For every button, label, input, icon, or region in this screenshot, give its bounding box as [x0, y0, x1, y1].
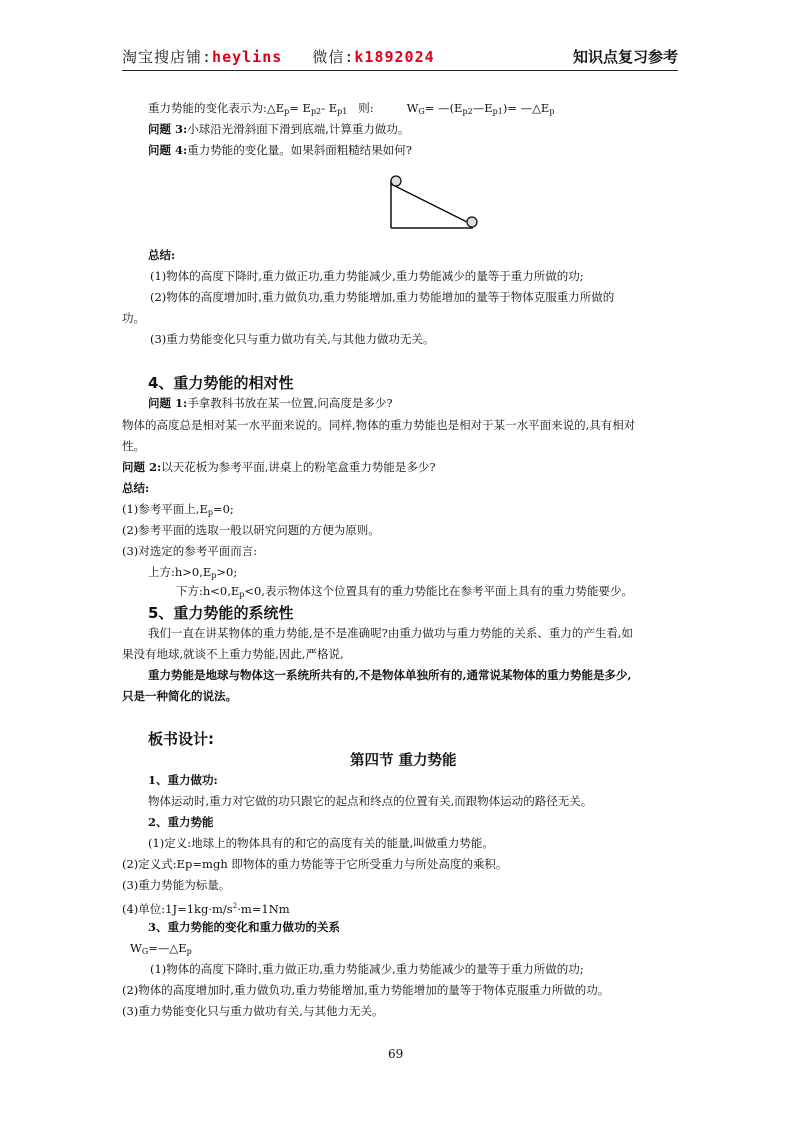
board-s1-text: 物体运动时,重力对它做的功只跟它的起点和终点的位置有关,而跟物体运动的路径无关。	[148, 794, 593, 808]
board-design-title: 板书设计:	[148, 730, 214, 748]
incline-diagram	[385, 172, 485, 234]
wechat-id: k1892024	[354, 48, 435, 66]
board-s3-item-3: (3)重力势能变化只与重力做功有关,与其他力无关。	[122, 1004, 384, 1018]
ball-top	[391, 176, 401, 186]
s4-question-2: 问题 2:以天花板为参考平面,讲桌上的粉笔盒重力势能是多少?	[122, 460, 436, 474]
s4-below: 下方$:h<0,E_p<0$,表示物体这个位置具有的重力势能比在参考平面上具有的重力势能要少。	[176, 584, 634, 599]
board-s2-title: 2、重力势能	[148, 815, 214, 829]
page-number: 69	[388, 1047, 404, 1061]
s4-item-2: (2)参考平面的选取一般以研究问题的方便为原则。	[122, 523, 380, 537]
board-s1-title: 1、重力做功:	[148, 773, 218, 787]
s4-above: 上方$:h>0,E_p>0$;	[148, 565, 238, 580]
s4-paragraph-line-1: 物体的高度总是相对某一水平面来说的。同样,物体的重力势能也是相对于某一水平面来说的,具有相对	[122, 418, 636, 432]
section-5-title: 5、重力势能的系统性	[148, 604, 294, 622]
section-4-title: 4、重力势能的相对性	[148, 374, 294, 392]
s4-item-1: (1)参考平面上$,E_p=0$;	[122, 502, 234, 517]
board-s2-unit: (4)单位$:1J=1kg\cdot m/s^2\cdot m=1Nm$	[122, 902, 290, 916]
s5-bold-line-1: 重力势能是地球与物体这一系统所共有的,不是物体单独所有的,通常说某物体的重力势能是多少,	[148, 668, 632, 682]
ball-bottom	[467, 217, 477, 227]
s4-paragraph-line-2: 性。	[122, 439, 145, 453]
s5-paragraph-line-2: 果没有地球,就谈不上重力势能,因此,严格说,	[122, 647, 344, 661]
header-title: 知识点复习参考	[572, 48, 678, 66]
s4-item-3: (3)对选定的参考平面而言:	[122, 544, 258, 558]
header-shop-info	[122, 46, 435, 67]
summary-item-2: (2)物体的高度增加时,重力做负功,重力势能增加,重力势能增加的量等于物体克服重力所做的	[150, 290, 615, 304]
board-s2-formula: (2)定义式:Ep=mgh 即物体的重力势能等于它所受重力与所处高度的乘积。	[122, 857, 508, 871]
board-s3-title: 3、重力势能的变化和重力做功的关系	[148, 920, 340, 934]
s4-summary-label: 总结:	[122, 481, 150, 495]
s5-bold-line-2: 只是一种简化的说法。	[122, 689, 237, 703]
summary-item-2-cont: 功。	[122, 311, 145, 325]
incline-slope	[391, 184, 471, 224]
summary-item-3: (3)重力势能变化只与重力做功有关,与其他力做功无关。	[150, 332, 435, 346]
potential-change-formula: 重力势能的变化表示为$:\triangle E_p= E_{p2}-$ $E_{p1}$ 则: $W_G=$ $—(E_{p2}—E_{p1})=$ $—\triangle E_p$	[148, 101, 555, 116]
page-header	[122, 44, 678, 70]
board-s2-scalar: (3)重力势能为标量。	[122, 878, 231, 892]
wechat-label: 微信:	[312, 48, 355, 66]
board-s2-definition: (1)定义:地球上的物体具有的和它的高度有关的能量,叫做重力势能。	[148, 836, 494, 850]
summary-item-1: (1)物体的高度下降时,重力做正功,重力势能减少,重力势能减少的量等于重力所做的功;	[150, 269, 584, 283]
board-section-title: 第四节 重力势能	[350, 753, 457, 769]
board-s3-item-2: (2)物体的高度增加时,重力做负功,重力势能增加,重力势能增加的量等于物体克服重力所做的功。	[122, 983, 610, 997]
question-3: 问题 3:小球沿光滑斜面下滑到底端,计算重力做功。	[148, 122, 410, 136]
header-divider	[122, 70, 678, 71]
board-s3-formula: $W_G=—\triangle E_p$	[130, 941, 192, 956]
shop-label: 淘宝搜店铺:	[122, 48, 213, 66]
question-4: 问题 4:重力势能的变化量。如果斜面粗糙结果如何?	[148, 143, 412, 157]
shop-name: heylins	[212, 48, 283, 66]
board-s3-item-1: (1)物体的高度下降时,重力做正功,重力势能减少,重力势能减少的量等于重力所做的功;	[150, 962, 584, 976]
s5-paragraph-line-1: 我们一直在讲某物体的重力势能,是不是准确呢?由重力做功与重力势能的关系、重力的产生看,如	[148, 626, 633, 640]
s4-question-1: 问题 1:手拿教科书放在某一位置,问高度是多少?	[148, 396, 393, 410]
summary-label: 总结:	[148, 248, 176, 262]
